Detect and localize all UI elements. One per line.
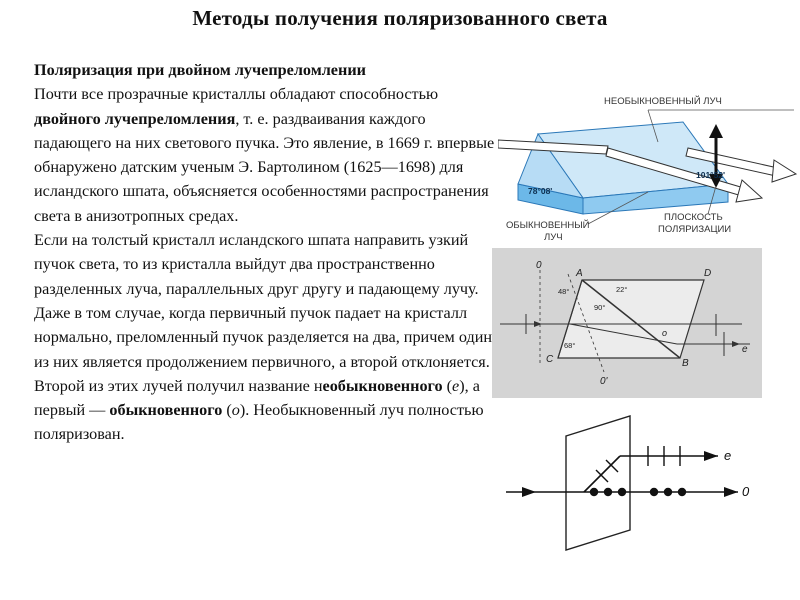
label-angle-48: 48°	[558, 287, 570, 296]
label-o-ray: o	[662, 328, 668, 338]
label-b: B	[682, 358, 689, 369]
polarization-rays-figure	[502, 408, 752, 558]
paragraph-2-mid: ), а первый —	[34, 376, 480, 420]
paragraph-2-end: ). Необыкновенный луч полностью поляризован.	[34, 401, 484, 444]
paren-open-e: (	[442, 376, 453, 395]
label-angle-22: 22°	[616, 285, 628, 294]
ray-e-arrow-icon-2	[704, 451, 718, 461]
symbol-e: е	[452, 376, 460, 395]
paragraph-1-rest: , т. е. раздваивания каждого падающего на них светового пучка. Это явление, в 1669 г. впервые обнаружено датским ученым Э. Бартолином (1625—1698) для исландского шпата, объясняется особенностями распространения света в анизотропных средах.	[34, 109, 495, 225]
paren-open-o: (	[222, 401, 232, 420]
label-angle-68: 68°	[564, 341, 576, 350]
crystal-birefringence-figure	[498, 74, 798, 244]
symbol-o: о	[231, 401, 240, 420]
ray-o-arrow-icon	[724, 487, 738, 497]
paragraph-1-start: Почти все прозрачные кристаллы обладают способностью	[34, 85, 439, 104]
label-ordinary-ray-2: ЛУЧ	[544, 232, 563, 243]
rhombohedron-section-figure	[492, 248, 762, 398]
label-e-ray: e	[724, 448, 732, 463]
polarization-arrow-up-icon	[709, 124, 723, 138]
page-title: Методы получения поляризованного света	[192, 6, 608, 30]
label-angle-left: 78°08'	[528, 186, 553, 196]
label-polarization-plane-2: ПОЛЯРИЗАЦИИ	[658, 224, 732, 235]
label-o-ray-2: 0	[742, 484, 750, 499]
label-angle-right: 101°52'	[696, 170, 726, 180]
label-d: D	[704, 268, 712, 279]
incident-arrow-icon	[522, 487, 536, 497]
label-o-bottom: 0'	[600, 376, 608, 387]
paragraph-2-start: Если на толстый кристалл исландского шпата направить узкий пучок света, то из кристалла выйдут два пространственно разделенных луча, параллельных друг другу и падающему лучу. Даже в том случае, когда первичный пучок падает на кристалл нормально, преломленный пучок разделяется на два, причем один из них является продолжением первичного, а второй отклоняется. Второй из этих лучей получил название н	[34, 231, 493, 395]
text-block	[34, 58, 504, 447]
label-ordinary-ray-1: ОБЫКНОВЕННЫЙ	[506, 220, 590, 231]
extraordinary-arrow-icon	[772, 160, 796, 182]
term-extraordinary: еобыкновенного	[322, 376, 443, 395]
label-c: C	[546, 354, 554, 365]
label-o-top: 0	[536, 260, 542, 271]
label-polarization-plane-1: ПЛОСКОСТЬ	[664, 212, 723, 223]
term-birefringence: двойного лучепреломления	[34, 109, 236, 128]
label-extraordinary-ray: НЕОБЫКНОВЕННЫЙ ЛУЧ	[604, 96, 722, 107]
ordinary-arrow-icon	[736, 180, 762, 202]
label-e: e	[742, 344, 748, 355]
term-ordinary: обыкновенного	[109, 401, 223, 420]
crystal-plate	[566, 416, 630, 550]
label-angle-90: 90°	[594, 303, 606, 312]
label-a: A	[576, 268, 583, 279]
section-heading: Поляризация при двойном лучепреломлении	[34, 61, 366, 79]
